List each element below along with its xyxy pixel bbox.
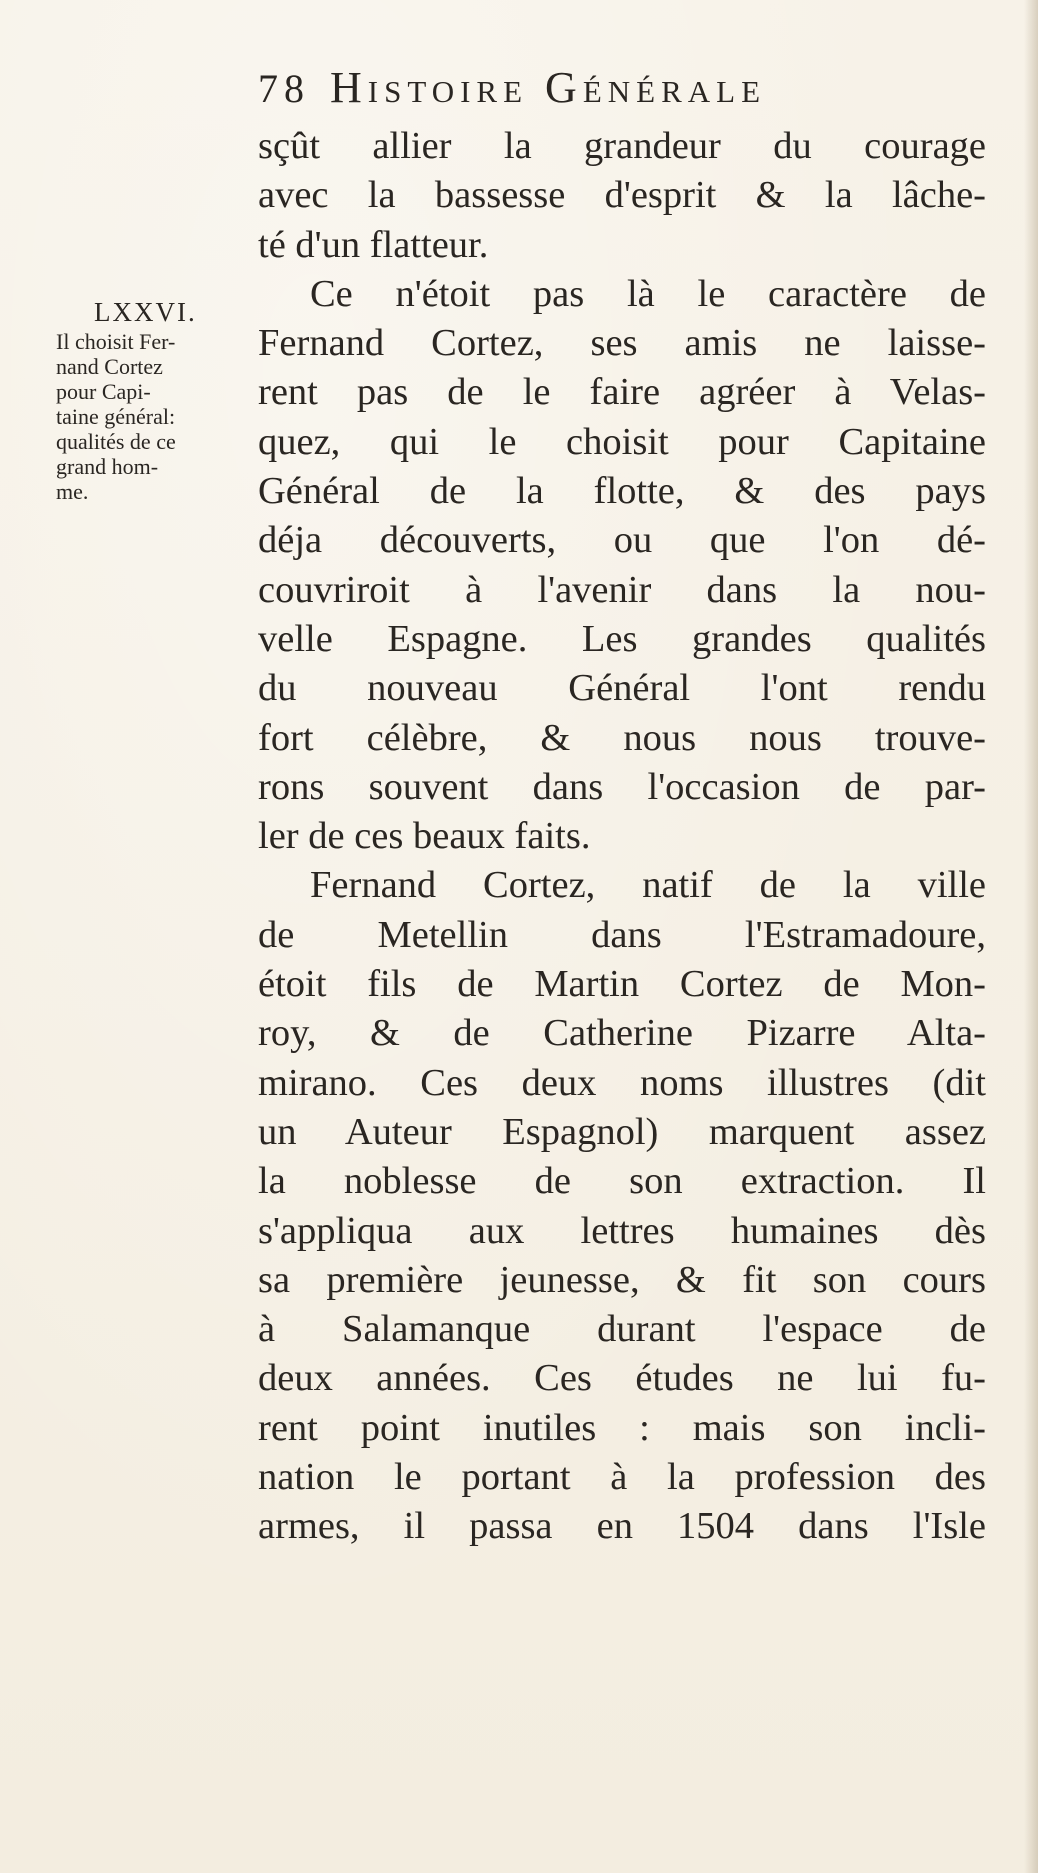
section-numeral: LXXVI.	[94, 297, 197, 327]
text-line: couvriroit à l'avenir dans la nou-	[258, 568, 986, 611]
paragraph-start-line: Fernand Cortez, natif de la ville	[310, 864, 986, 907]
text-line: un Auteur Espagnol) marquent assez	[258, 1110, 986, 1153]
text-line: fort célèbre, & nous nous trouve-	[258, 716, 986, 759]
text-line: du nouveau Général l'ont rendu	[258, 667, 986, 710]
text-line: deux années. Ces études ne lui fu-	[258, 1357, 986, 1400]
text-line: rons souvent dans l'occasion de par-	[258, 765, 986, 808]
text-line: étoit fils de Martin Cortez de Mon-	[258, 963, 986, 1006]
page-edge-shadow	[1024, 0, 1038, 1873]
text-line: de Metellin dans l'Estramadoure,	[258, 913, 986, 956]
paragraph-start-line: Ce n'étoit pas là le caractère de	[310, 272, 986, 315]
text-line: avec la bassesse d'esprit & la lâche-	[258, 174, 986, 217]
marginal-note-line: grand hom-	[56, 454, 159, 479]
text-line: velle Espagne. Les grandes qualités	[258, 617, 986, 660]
marginal-note-line: nand Cortez	[56, 354, 163, 379]
text-line: nation le portant à la profession des	[258, 1456, 986, 1499]
text-line: Fernand Cortez, ses amis ne laisse-	[258, 322, 986, 365]
text-line: à Salamanque durant l'espace de	[258, 1308, 986, 1351]
body-text	[258, 122, 986, 1552]
text-line: armes, il passa en 1504 dans l'Isle	[258, 1505, 986, 1548]
page-number: 78	[258, 66, 310, 111]
text-line: sa première jeunesse, & fit son cours	[258, 1258, 986, 1301]
text-line: quez, qui le choisit pour Capitaine	[258, 420, 986, 463]
marginal-note-line: pour Capi-	[56, 379, 151, 404]
marginal-note-line: qualités de ce	[56, 429, 176, 454]
text-line: déja découverts, ou que l'on dé-	[258, 519, 986, 562]
running-title: Histoire Générale	[330, 63, 767, 112]
marginal-note-line: Il choisit Fer-	[56, 329, 176, 354]
running-head	[258, 62, 958, 122]
text-line: s'appliqua aux lettres humaines dès	[258, 1209, 986, 1252]
text-line: sçût allier la grandeur du courage	[258, 125, 986, 167]
text-line: roy, & de Catherine Pizarre Alta-	[258, 1012, 986, 1055]
marginal-note-line: taine général:	[56, 404, 176, 429]
text-line: la noblesse de son extraction. Il	[258, 1160, 986, 1203]
text-line: mirano. Ces deux noms illustres (dit	[258, 1061, 986, 1104]
marginal-note	[56, 297, 256, 504]
text-line: rent point inutiles : mais son incli-	[258, 1406, 986, 1449]
text-line: té d'un flatteur.	[258, 223, 489, 266]
text-line: rent pas de le faire agréer à Velas-	[258, 371, 986, 414]
marginal-note-line: me.	[56, 479, 89, 504]
text-line: Général de la flotte, & des pays	[258, 470, 986, 513]
text-line: ler de ces beaux faits.	[258, 815, 591, 858]
